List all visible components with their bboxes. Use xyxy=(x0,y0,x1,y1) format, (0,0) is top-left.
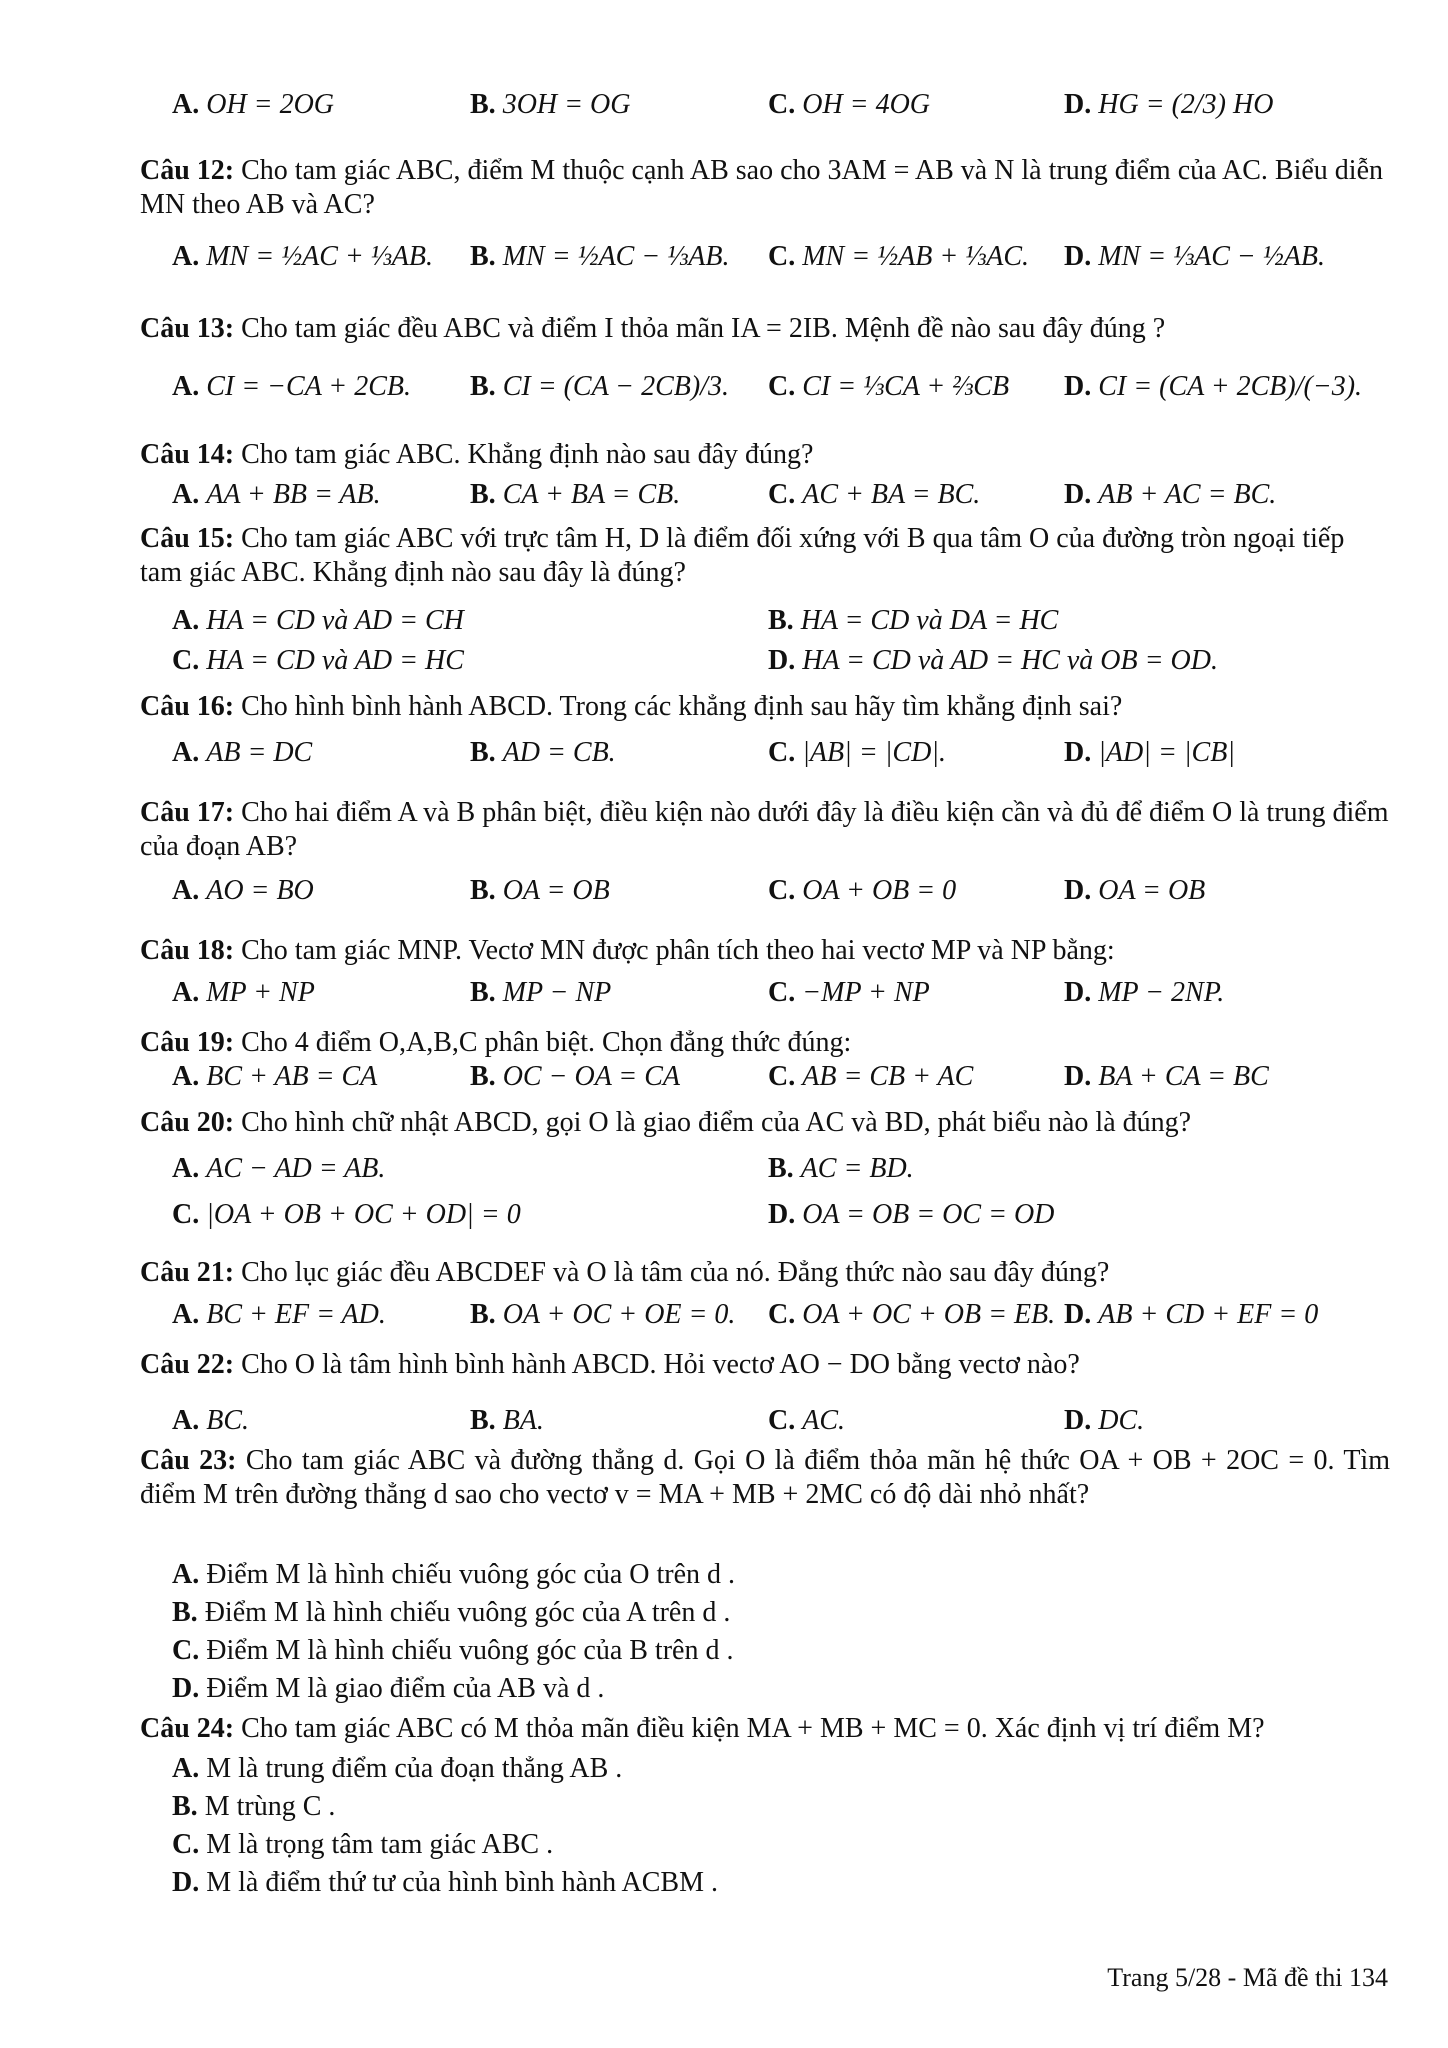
header-option-c: C. OH = 4OG xyxy=(768,89,931,120)
option-17-a: A. AO = BO xyxy=(172,875,314,906)
option-16-d: D. |AD| = |CB| xyxy=(1064,737,1236,768)
question-20: Câu 20: Cho hình chữ nhật ABCD, gọi O là giao điểm của AC và BD, phát biểu nào là đúng? xyxy=(140,1107,1192,1138)
option-20-c: C. |OA + OB + OC + OD| = 0 xyxy=(172,1199,521,1230)
option-23-d: D. Điểm M là giao điểm của AB và d . xyxy=(172,1673,605,1704)
question-15: Câu 15: Cho tam giác ABC với trực tâm H, D là điểm đối xứng với B qua tâm O của đường tròn ngoại tiếp tam giác ABC. Khẳng định nào sau đây là đúng? xyxy=(140,523,1345,588)
question-22: Câu 22: Cho O là tâm hình bình hành ABCD. Hỏi vectơ AO − DO bằng vectơ nào? xyxy=(140,1349,1080,1380)
question-12: Câu 12: Cho tam giác ABC, điểm M thuộc cạnh AB sao cho 3AM = AB và N là trung điểm của AC. Biểu diễn MN theo AB và AC? xyxy=(140,155,1383,220)
question-19: Câu 19: Cho 4 điểm O,A,B,C phân biệt. Chọn đẳng thức đúng: xyxy=(140,1027,852,1058)
option-23-a: A. Điểm M là hình chiếu vuông góc của O trên d . xyxy=(172,1559,735,1590)
option-16-a: A. AB = DC xyxy=(172,737,313,768)
option-14-a: A. AA + BB = AB. xyxy=(172,479,381,510)
option-14-c: C. AC + BA = BC. xyxy=(768,479,981,510)
option-24-a: A. M là trung điểm của đoạn thẳng AB . xyxy=(172,1753,623,1784)
option-19-b: B. OC − OA = CA xyxy=(470,1061,680,1092)
question-18: Câu 18: Cho tam giác MNP. Vectơ MN được phân tích theo hai vectơ MP và NP bằng: xyxy=(140,935,1115,966)
option-19-c: C. AB = CB + AC xyxy=(768,1061,974,1092)
option-22-a: A. BC. xyxy=(172,1405,250,1436)
option-17-c: C. OA + OB = 0 xyxy=(768,875,957,906)
option-23-b: B. Điểm M là hình chiếu vuông góc của A trên d . xyxy=(172,1597,731,1628)
option-24-c: C. M là trọng tâm tam giác ABC . xyxy=(172,1829,554,1860)
option-21-b: B. OA + OC + OE = 0. xyxy=(470,1299,736,1330)
question-21: Câu 21: Cho lục giác đều ABCDEF và O là tâm của nó. Đẳng thức nào sau đây đúng? xyxy=(140,1257,1110,1288)
question-14: Câu 14: Cho tam giác ABC. Khẳng định nào sau đây đúng? xyxy=(140,439,814,470)
option-17-b: B. OA = OB xyxy=(470,875,610,906)
option-16-b: B. AD = CB. xyxy=(470,737,616,768)
option-22-d: D. DC. xyxy=(1064,1405,1145,1436)
option-24-b: B. M trùng C . xyxy=(172,1791,336,1822)
options-20 xyxy=(172,1152,1392,1232)
option-18-d: D. MP − 2NP. xyxy=(1064,977,1225,1008)
option-12-a: A. MN = ½AC + ⅓AB. xyxy=(172,241,434,272)
option-12-d: D. MN = ⅓AC − ½AB. xyxy=(1064,241,1326,272)
option-23-c: C. Điểm M là hình chiếu vuông góc của B trên d . xyxy=(172,1635,734,1666)
option-13-c: C. CI = ⅓CA + ⅔CB xyxy=(768,371,1010,402)
option-12-c: C. MN = ½AB + ⅓AC. xyxy=(768,241,1030,272)
question-17: Câu 17: Cho hai điểm A và B phân biệt, điều kiện nào dưới đây là điều kiện cần và đủ để điểm O là trung điểm của đoạn AB? xyxy=(140,797,1389,862)
option-15-c: C. HA = CD và AD = HC xyxy=(172,645,464,676)
question-23: Câu 23: Cho tam giác ABC và đường thẳng d. Gọi O là điểm thỏa mãn hệ thức OA + OB + 2OC = 0. Tìm điểm M trên đường thẳng d sao cho vectơ v = MA + MB + 2MC có độ dài nhỏ nhất? xyxy=(140,1445,1390,1510)
option-19-a: A. BC + AB = CA xyxy=(172,1061,378,1092)
options-23 xyxy=(172,1558,1392,1708)
option-18-c: C. −MP + NP xyxy=(768,977,930,1008)
option-22-c: C. AC. xyxy=(768,1405,846,1436)
option-21-a: A. BC + EF = AD. xyxy=(172,1299,386,1330)
question-13: Câu 13: Cho tam giác đều ABC và điểm I thỏa mãn IA = 2IB. Mệnh đề nào sau đây đúng ? xyxy=(140,313,1166,344)
option-20-d: D. OA = OB = OC = OD xyxy=(768,1199,1055,1230)
option-19-d: D. BA + CA = BC xyxy=(1064,1061,1269,1092)
header-option-a: A. OH = 2OG xyxy=(172,89,335,120)
option-15-a: A. HA = CD và AD = CH xyxy=(172,605,464,636)
header-option-d: D. HG = (2/3) HO xyxy=(1064,89,1274,120)
option-14-d: D. AB + AC = BC. xyxy=(1064,479,1277,510)
option-14-b: B. CA + BA = CB. xyxy=(470,479,681,510)
page-footer: Trang 5/28 - Mã đề thi 134 xyxy=(1107,1963,1388,1992)
option-17-d: D. OA = OB xyxy=(1064,875,1206,906)
option-15-b: B. HA = CD và DA = HC xyxy=(768,605,1059,636)
option-15-d: D. HA = CD và AD = HC và OB = OD. xyxy=(768,645,1218,676)
question-24: Câu 24: Cho tam giác ABC có M thỏa mãn điều kiện MA + MB + MC = 0. Xác định vị trí điểm M? xyxy=(140,1713,1265,1744)
option-24-d: D. M là điểm thứ tư của hình bình hành ACBM . xyxy=(172,1867,718,1898)
option-13-b: B. CI = (CA − 2CB)/3. xyxy=(470,371,729,402)
option-22-b: B. BA. xyxy=(470,1405,544,1436)
option-20-a: A. AC − AD = AB. xyxy=(172,1153,386,1184)
option-18-a: A. MP + NP xyxy=(172,977,315,1008)
option-21-d: D. AB + CD + EF = 0 xyxy=(1064,1299,1319,1330)
options-24 xyxy=(172,1752,1392,1912)
option-20-b: B. AC = BD. xyxy=(768,1153,914,1184)
question-16: Câu 16: Cho hình bình hành ABCD. Trong các khẳng định sau hãy tìm khẳng định sai? xyxy=(140,691,1123,722)
options-15 xyxy=(172,604,1392,684)
option-13-a: A. CI = −CA + 2CB. xyxy=(172,371,411,402)
option-18-b: B. MP − NP xyxy=(470,977,612,1008)
option-21-c: C. OA + OC + OB = EB. xyxy=(768,1299,1056,1330)
header-option-b: B. 3OH = OG xyxy=(470,89,631,120)
option-12-b: B. MN = ½AC − ⅓AB. xyxy=(470,241,730,272)
option-16-c: C. |AB| = |CD|. xyxy=(768,737,947,768)
option-13-d: D. CI = (CA + 2CB)/(−3). xyxy=(1064,371,1363,402)
